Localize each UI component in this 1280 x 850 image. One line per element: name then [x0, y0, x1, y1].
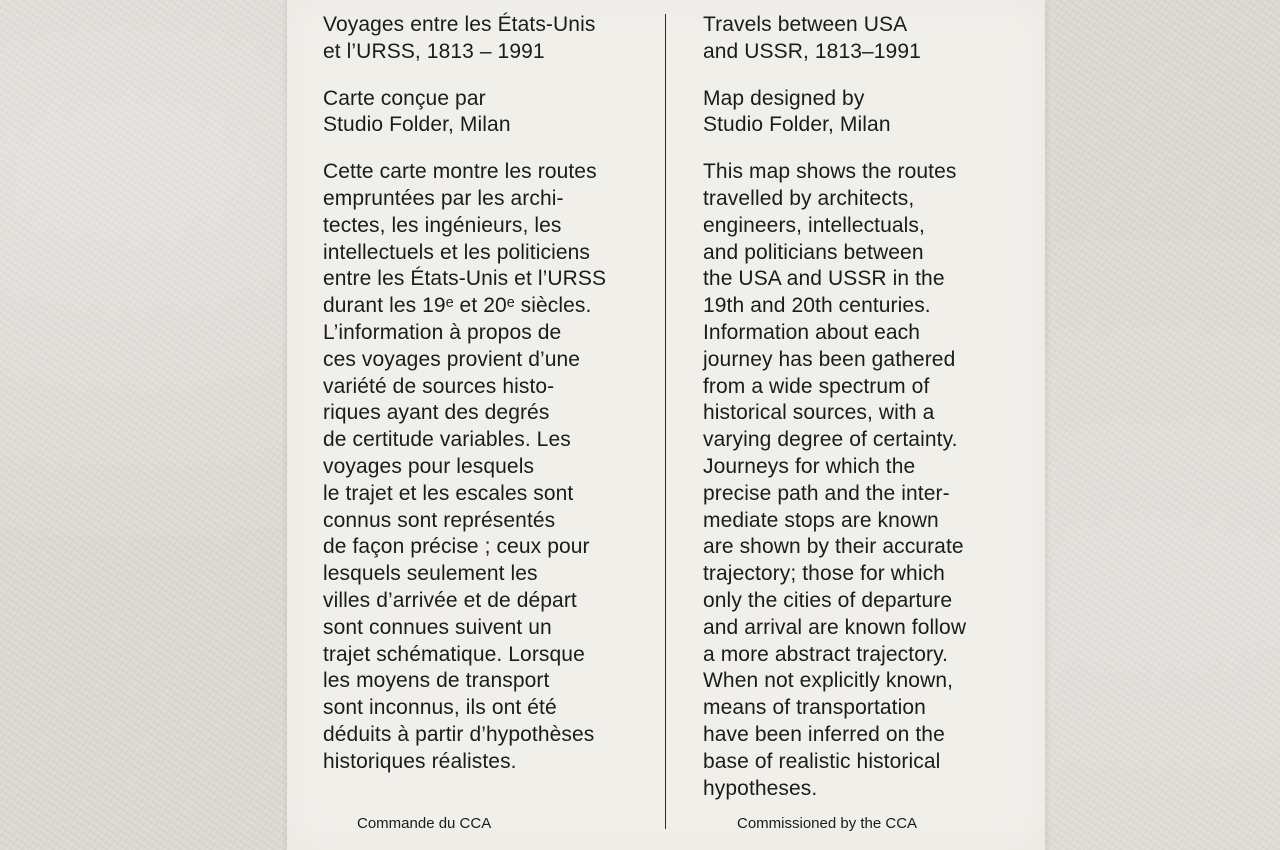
english-column — [703, 12, 1033, 802]
english-body: This map shows the routes travelled by architects, engineers, intellectuals, and politicians between the USA and USSR in the 19th and 20th centuries. Information about each journey has been gathered from a wide spectrum of historical sources, with a varying degree of certainty. Journeys for which the precise path and the inter- mediate stops are known are shown by their accurate trajectory; those for which only the cities of departure and arrival are known follow a more abstract trajectory. When not explicitly known, means of transportation have been inferred on the base of realistic historical hypotheses. — [703, 160, 967, 800]
french-credit: Carte conçue par Studio Folder, Milan — [323, 86, 511, 137]
english-title: Travels between USA and USSR, 1813–1991 — [703, 13, 921, 63]
column-divider — [665, 14, 666, 829]
english-footer: Commissioned by the CCA — [737, 815, 918, 832]
french-body: Cette carte montre les routes empruntées par les archi- tectes, les ingénieurs, les intellectuels et les politiciens entre les États-Unis et l’URSS durant les 19ᵉ et 20ᵉ siècles. L’information à propos de ces voyages provient d’une variété de sources histo- riques ayant des degrés de certitude variables. Les voyages pour lesquels le trajet et les escales sont connus sont représentés de façon précise ; ceux pour lesquels seulement les villes d’arrivée et de départ sont connues suivent un trajet schématique. Lorsque les moyens de transport sont inconnus, ils ont été déduits à partir d’hypothèses historiques réalistes. — [323, 160, 607, 773]
french-title: Voyages entre les États-Unis et l’URSS, 1813 – 1991 — [323, 13, 596, 63]
french-column — [323, 12, 653, 776]
english-credit: Map designed by Studio Folder, Milan — [703, 86, 891, 137]
french-footer: Commande du CCA — [357, 815, 492, 832]
